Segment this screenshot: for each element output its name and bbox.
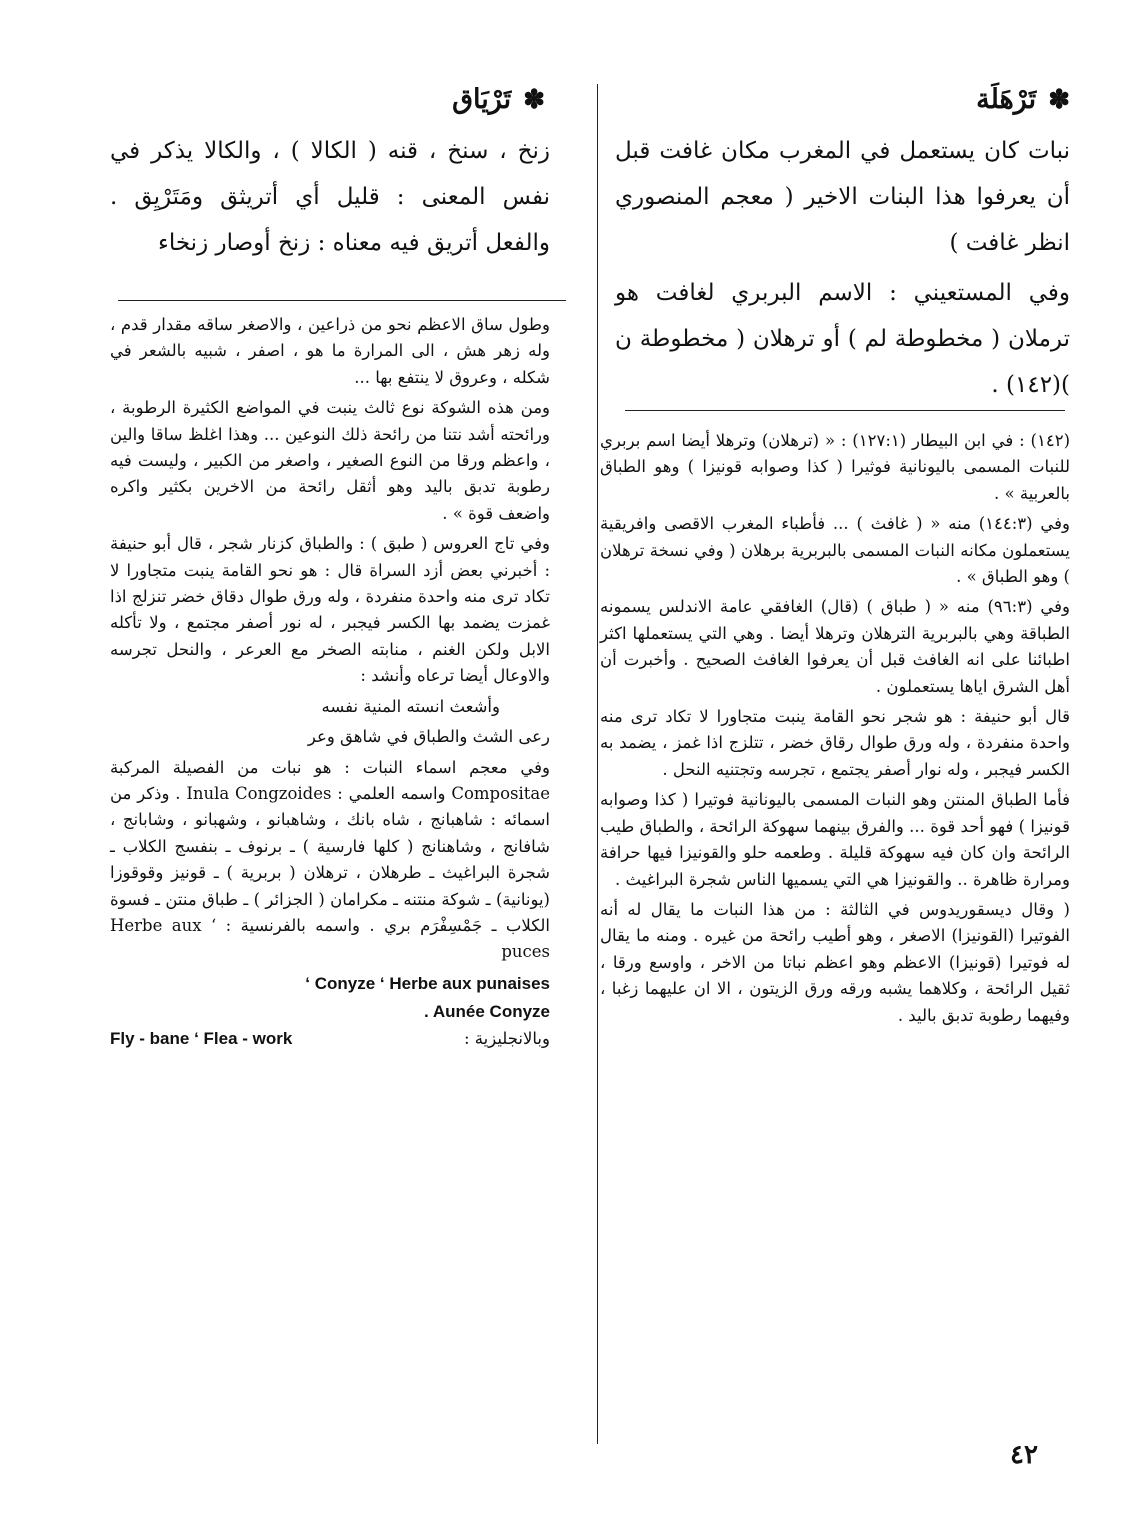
asterisk-icon: ✽ <box>523 85 545 115</box>
left-column-top-body <box>110 128 550 270</box>
heading-text: تَرْهَلَة <box>976 84 1037 115</box>
left-column-continuation <box>110 312 550 1052</box>
footnote-paragraph: قال أبو حنيفة : هو شجر نحو القامة ينبت متجاورا لا تكاد ترى منه واحدة منفردة ، وله ورق طوال رقاق خضر ، تتلزج اذا غمز ، يضمد به الكسر فيجبر ، وله نوار أصفر يجتمع ، تجرسه وتجتنيه النحل . <box>600 707 1070 779</box>
right-column-body <box>615 128 1070 412</box>
english-value: Fly - bane ‘ Flea - work <box>110 1028 293 1048</box>
english-label: وبالانجليزية : <box>463 1028 550 1048</box>
poem-line: وأشعث انسته المنية نفسه <box>321 696 500 716</box>
body-paragraph: وفي المستعيني : الاسم البربري لغافت هو ترملان ( مخطوطة لم ) أو ترهلان ( مخطوطة ن )(١٤٢) . <box>615 280 1070 398</box>
latin-name-line: . Aunée Conyze <box>424 1001 550 1021</box>
footnote-paragraph: (١٤٢) : في ابن البيطار (١٢٧:١) : « (ترهلان) وترهلا أيضا اسم بربري للنبات المسمى باليونانية فوثيرا ( كذا وصوابه قونيزا ) وهو الطباق بالعربية » . <box>600 431 1070 503</box>
section-rule <box>118 300 566 301</box>
footnote-paragraph: ( وقال ديسقوريدوس في الثالثة : من هذا النبات ما يقال له أنه الفوتيرا (القونيزا) الاصغر ، وهو أطيب رائحة من غيره . ومنه ما يقال له فوتيرا (قونيزا) الاعظم وهو اعظم نباتا من الاخر ، واوسع ورقا ، ثقيل الرائحة ، وكلاهما يشبه ورقه ورق الزيتون ، الا ان عليهما زغبا ، وفيهما رطوبة تدبق باليد . <box>600 899 1070 1025</box>
footnotes <box>600 428 1070 1033</box>
asterisk-icon: ✽ <box>1048 85 1070 115</box>
latin-name-line: ‘ Conyze ‘ Herbe aux punaises <box>305 973 550 993</box>
body-paragraph: نبات كان يستعمل في المغرب مكان غافت قبل أن يعرفوا هذا البنات الاخير ( معجم المنصوري انظر غافت ) <box>615 138 1070 256</box>
footnote-paragraph: فأما الطباق المنتن وهو النبات المسمى باليونانية فوتيرا ( كذا وصوابه قونيزا ) فهو أحد قوة ... والفرق بينهما سهوكة الرائحة ، والطباق طيب الرائحة وان كان فيه سهوكة قليلة . وطعمه حلو والقونيزا فيها حرافة ومرارة ظاهرة .. والقونيزا هي التي يسميها الناس شجرة البراغيث . <box>600 790 1070 889</box>
left-column-header <box>110 78 545 126</box>
english-name-line <box>110 1026 550 1052</box>
footnote-number: (١٤٢) <box>1030 431 1070 450</box>
entry-heading-tiryaq <box>110 78 545 122</box>
body-paragraph: وفي معجم اسماء النبات : هو نبات من الفصيلة المركبة Compositae واسمه العلمي : Inula Congzoides . وذكر من اسمائه : شاهبانج ، شاه بانك ، وشاهبانو ، وشهبانو ، وشابانج ، شافانج ، وشاهنانج ( كلها فارسية ) ـ برنوف ـ بنفسج الكلاب ـ شجرة البراغيث ـ طرهلان ، ترهلان ( بربرية ) ـ قونيز وقوقوزا (يونانية) ـ شوكة منتنه ـ مكرامان ( الجزائر ) ـ طباق منتن ـ فسوة الكلاب ـ جَمْسِفْرَم بري . واسمه بالفرنسية : ‘ Herbe aux puces <box>110 757 551 962</box>
body-paragraph: وطول ساق الاعظم نحو من ذراعين ، والاصغر ساقه مقدار قدم ، وله زهر هش ، الى المرارة ما هو ، اصفر ، شبيه بالشعر في شكله ، وعروق لا ينتفع بها ... <box>110 315 550 387</box>
heading-text: تَرْيَاق <box>452 84 512 115</box>
poem-line: رعى الشث والطباق في شاهق وعر <box>307 727 550 747</box>
body-paragraph: زنخ ، سنخ ، قنه ( الكالا ) ، والكالا يذكر في نفس المعنى : قليل أي أتريثق ومَتَرْيِق . والفعل أتريق فيه معناه : زنخ أوصار زنخاء <box>110 138 550 256</box>
body-paragraph: ومن هذه الشوكة نوع ثالث ينبت في المواضع الكثيرة الرطوبة ، ورائحته أشد نتنا من رائحة ذلك النوعين ... وهذا اغلظ ساقا والين ، واعظم ورقا من النوع الصغير ، واصغر من الكبير ، وليست فيه رطوبة تدبق باليد وهو أثقل رائحة من الاخرين بكثير واكره واضعف قوة » . <box>110 398 550 523</box>
entry-heading-tarhala <box>615 78 1070 122</box>
footnote-paragraph: وفي (١٤٤:٣) منه « ( غافث ) ... فأطباء المغرب الاقصى وافريقية يستعملون مكانه النبات المسمى بالبربرية برهلان ( وفي نسخة ترهلان ) وهو الطباق » . <box>600 514 1070 587</box>
page-number: ٤٢ <box>1010 1440 1038 1470</box>
column-divider <box>597 84 598 1444</box>
body-paragraph: وفي تاج العروس ( طبق ) : والطباق كزنار شجر ، قال أبو حنيفة : أخبرني بعض أزد السراة قال : هو نحو القامة ينبت متجاورا لا تكاد ترى منه واحدة منفردة ، وله ورق طوال دقاق خضر تنزلج اذا غمزت يضمد بها الكسر فيجبر ، له نور أصفر مجتمع ، ولا تأكله الابل ولكن الغنم ، منابته الصخر مع العرعر ، والنحل تجرسه والاوعال أيضا ترعاه وأنشد : <box>110 534 550 686</box>
footnote-paragraph: وفي (٩٦:٣) منه « ( طباق ) (قال) الغافقي عامة الاندلس يسمونه الطباقة وهي بالبربرية الترهلان وترهلا أيضا . وهي التي يستعملها اكثر اطبائنا على انه الغافث قبل أن يعرفوا الغافث الصحيح . وأخبرت أن أهل الشرق اياها يستعملون . <box>600 597 1070 696</box>
right-column-header <box>615 78 1070 126</box>
